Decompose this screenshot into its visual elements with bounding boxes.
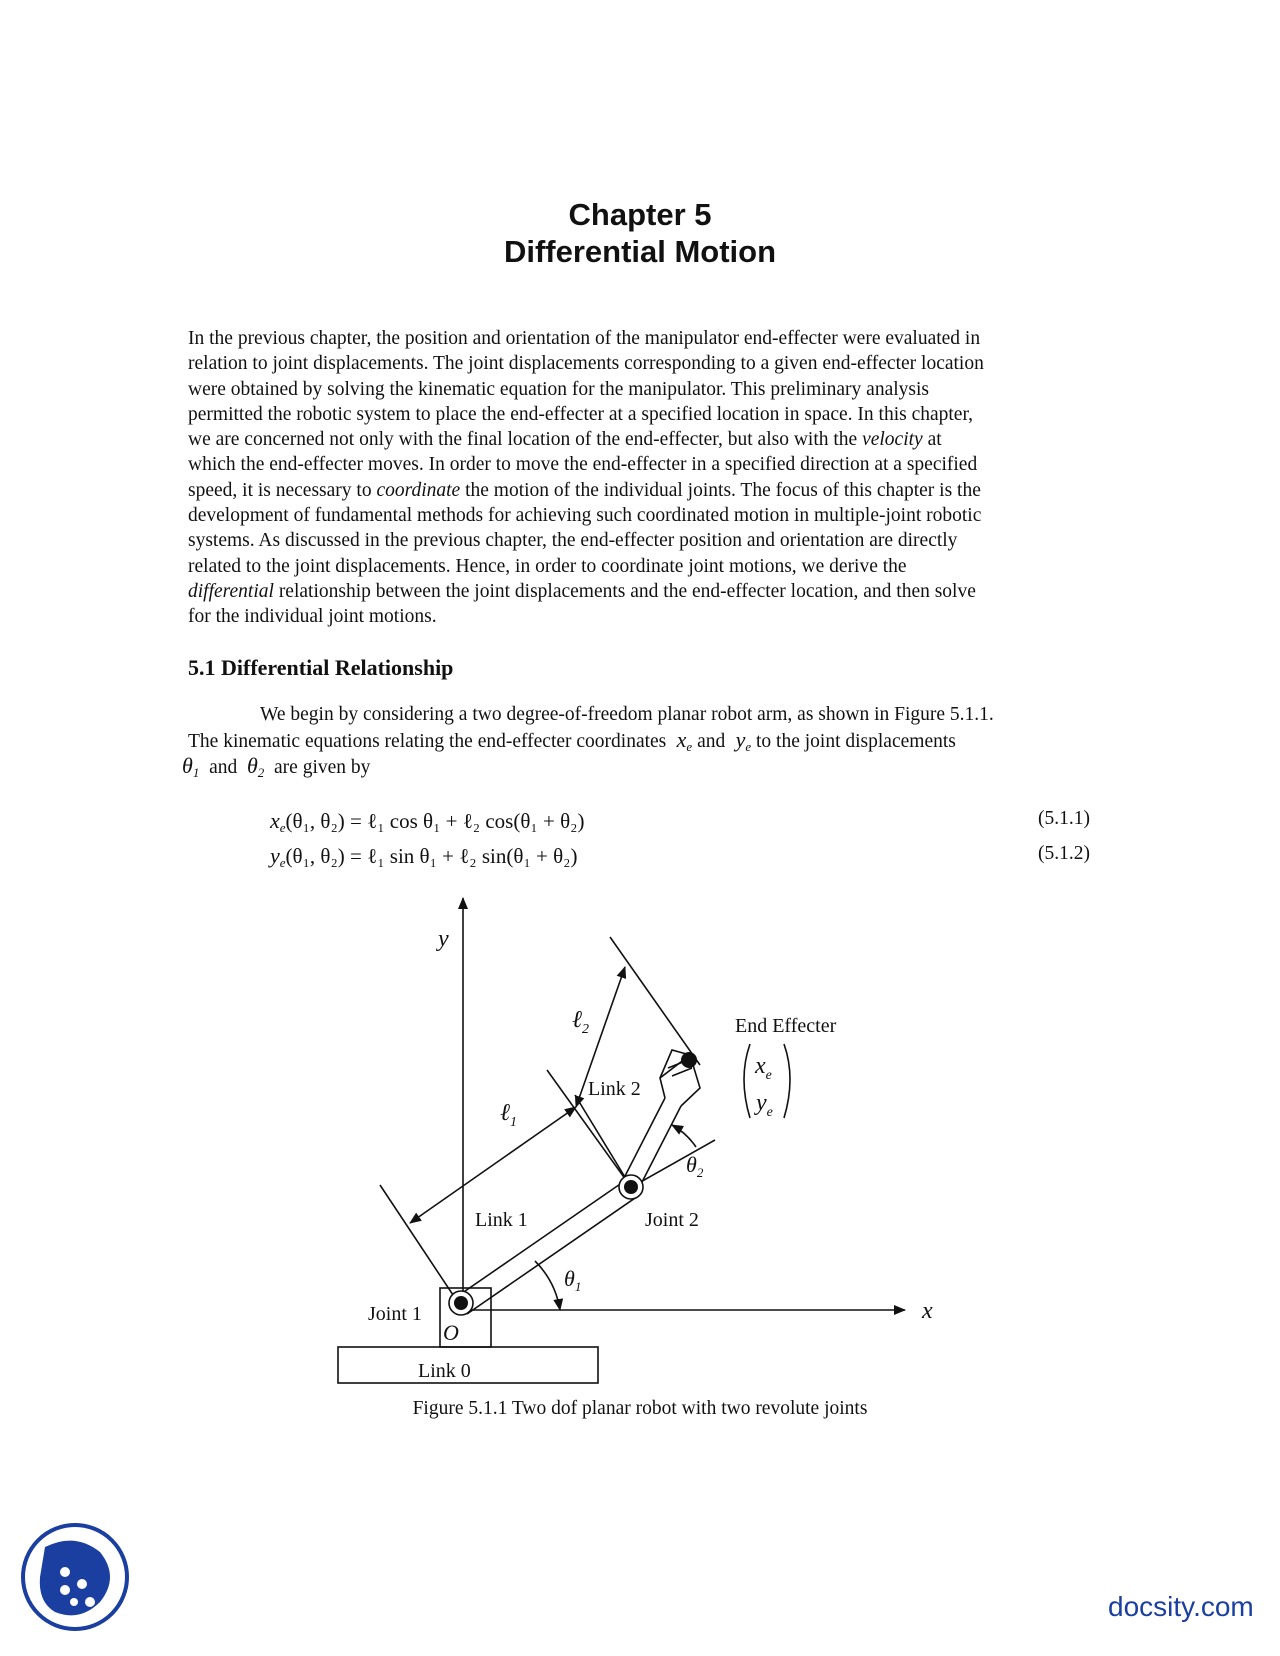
end-effecter-label: End Effecter xyxy=(735,1015,837,1037)
origin-label: O xyxy=(443,1320,459,1345)
theta1-arc xyxy=(535,1261,560,1310)
para-text: and xyxy=(209,756,238,778)
equation-number: (5.1.1) xyxy=(1038,808,1090,829)
intro-line: In the previous chapter, the position and orientation of the manipulator end-effecter were evaluated in xyxy=(188,328,981,349)
chapter-number: Chapter 5 xyxy=(568,197,712,232)
theta2-symbol: $\theta_2$ xyxy=(246,752,265,780)
para-line: We begin by considering a two degree-of-freedom planar robot arm, as shown in Figure 5.1.1. xyxy=(260,704,994,725)
para-text: and xyxy=(697,731,726,753)
docsity-logo-icon[interactable] xyxy=(20,1522,130,1632)
joint2-label: Joint 2 xyxy=(645,1209,699,1231)
theta2-arc xyxy=(672,1125,696,1147)
para-text: are given by xyxy=(274,756,371,778)
ye-label: $y_e$ xyxy=(756,1090,773,1120)
chapter-title: Differential Motion xyxy=(503,234,777,269)
docsity-brand-link[interactable]: docsity.com xyxy=(1108,1591,1254,1622)
link2-edge xyxy=(640,1106,681,1186)
theta1-symbol: $\theta_1$ xyxy=(182,752,200,780)
equation-5-1-2: $y_e(\theta_1$, θ₂) = ℓ₁ sin θ₁ + ℓ₂ sin(θ₁ + θ₂) (5.1.2) xyxy=(270,843,1090,870)
ye-symbol: $y_e$ xyxy=(735,727,752,755)
intro-line: systems. As discussed in the previous chapter, the end-effecter position and orientation are directly xyxy=(188,530,958,552)
figure-caption: Figure 5.1.1 Two dof planar robot with two revolute joints xyxy=(412,1398,868,1419)
vector-bracket-left xyxy=(744,1044,750,1118)
intro-line: were obtained by solving the kinematic equation for the manipulator. This preliminary analysis xyxy=(188,378,929,400)
equation-5-1-1: $x_e(\theta_1$, θ₂) = ℓ₁ cos θ₁ + ℓ₂ cos(θ₁ + θ₂) (5.1.1) xyxy=(270,808,1090,835)
l2-label: ℓ$_2$ xyxy=(572,1007,589,1037)
vector-bracket-right xyxy=(784,1044,790,1118)
link2-label: Link 2 xyxy=(588,1078,641,1100)
intro-line: we are concerned not only with the final location of the end-effecter, but also with the velocity at xyxy=(188,429,942,451)
intro-line: speed, it is necessary to coordinate the motion of the individual joints. The focus of this chapter is the xyxy=(188,479,981,501)
l2-witness-line xyxy=(610,937,700,1065)
xe-label: $x_e$ xyxy=(755,1053,772,1083)
x-axis-label: x xyxy=(922,1298,933,1324)
link1-label: Link 1 xyxy=(475,1209,528,1231)
l1-dimension xyxy=(410,1107,576,1223)
joint2-pin xyxy=(624,1180,638,1194)
theta1-label: $\theta_1$ xyxy=(564,1266,582,1294)
equation-number: (5.1.2) xyxy=(1038,843,1090,864)
para-text: to the joint displacements xyxy=(756,731,956,753)
l2-witness-line xyxy=(575,1095,631,1187)
link2-edge xyxy=(624,1098,665,1178)
joint1-pin xyxy=(454,1296,468,1310)
link1-edge xyxy=(455,1180,626,1298)
intro-line: development of fundamental methods for achieving such coordinated motion in multiple-joint robotic xyxy=(188,505,982,527)
gripper-line xyxy=(672,1068,692,1076)
y-axis-label: y xyxy=(438,926,449,952)
link0-label: Link 0 xyxy=(418,1360,471,1382)
theta2-label: $\theta_2$ xyxy=(686,1152,704,1180)
joint1-label: Joint 1 xyxy=(368,1303,422,1325)
section-heading: 5.1 Differential Relationship xyxy=(188,655,454,680)
end-effecter-point xyxy=(681,1052,697,1068)
intro-line: which the end-effecter moves. In order to move the end-effecter in a specified direction at a specified xyxy=(188,454,978,476)
intro-line: differential relationship between the joint displacements and the end-effecter location, and then solve xyxy=(188,580,976,602)
xe-symbol: $x_e$ xyxy=(676,727,693,755)
l1-witness-line xyxy=(380,1185,463,1310)
intro-line: for the individual joint motions. xyxy=(188,606,437,628)
intro-line: relation to joint displacements. The joint displacements corresponding to a given end-effecter location xyxy=(188,353,984,375)
l1-label: ℓ$_1$ xyxy=(500,1100,517,1130)
para-text: The kinematic equations relating the end-effecter coordinates xyxy=(188,731,667,753)
intro-line: permitted the robotic system to place the end-effecter at a specified location in space. In this chapter, xyxy=(188,403,974,425)
link1-extension xyxy=(630,1140,715,1188)
intro-line: related to the joint displacements. Hence, in order to coordinate joint motions, we derive the xyxy=(188,555,907,577)
